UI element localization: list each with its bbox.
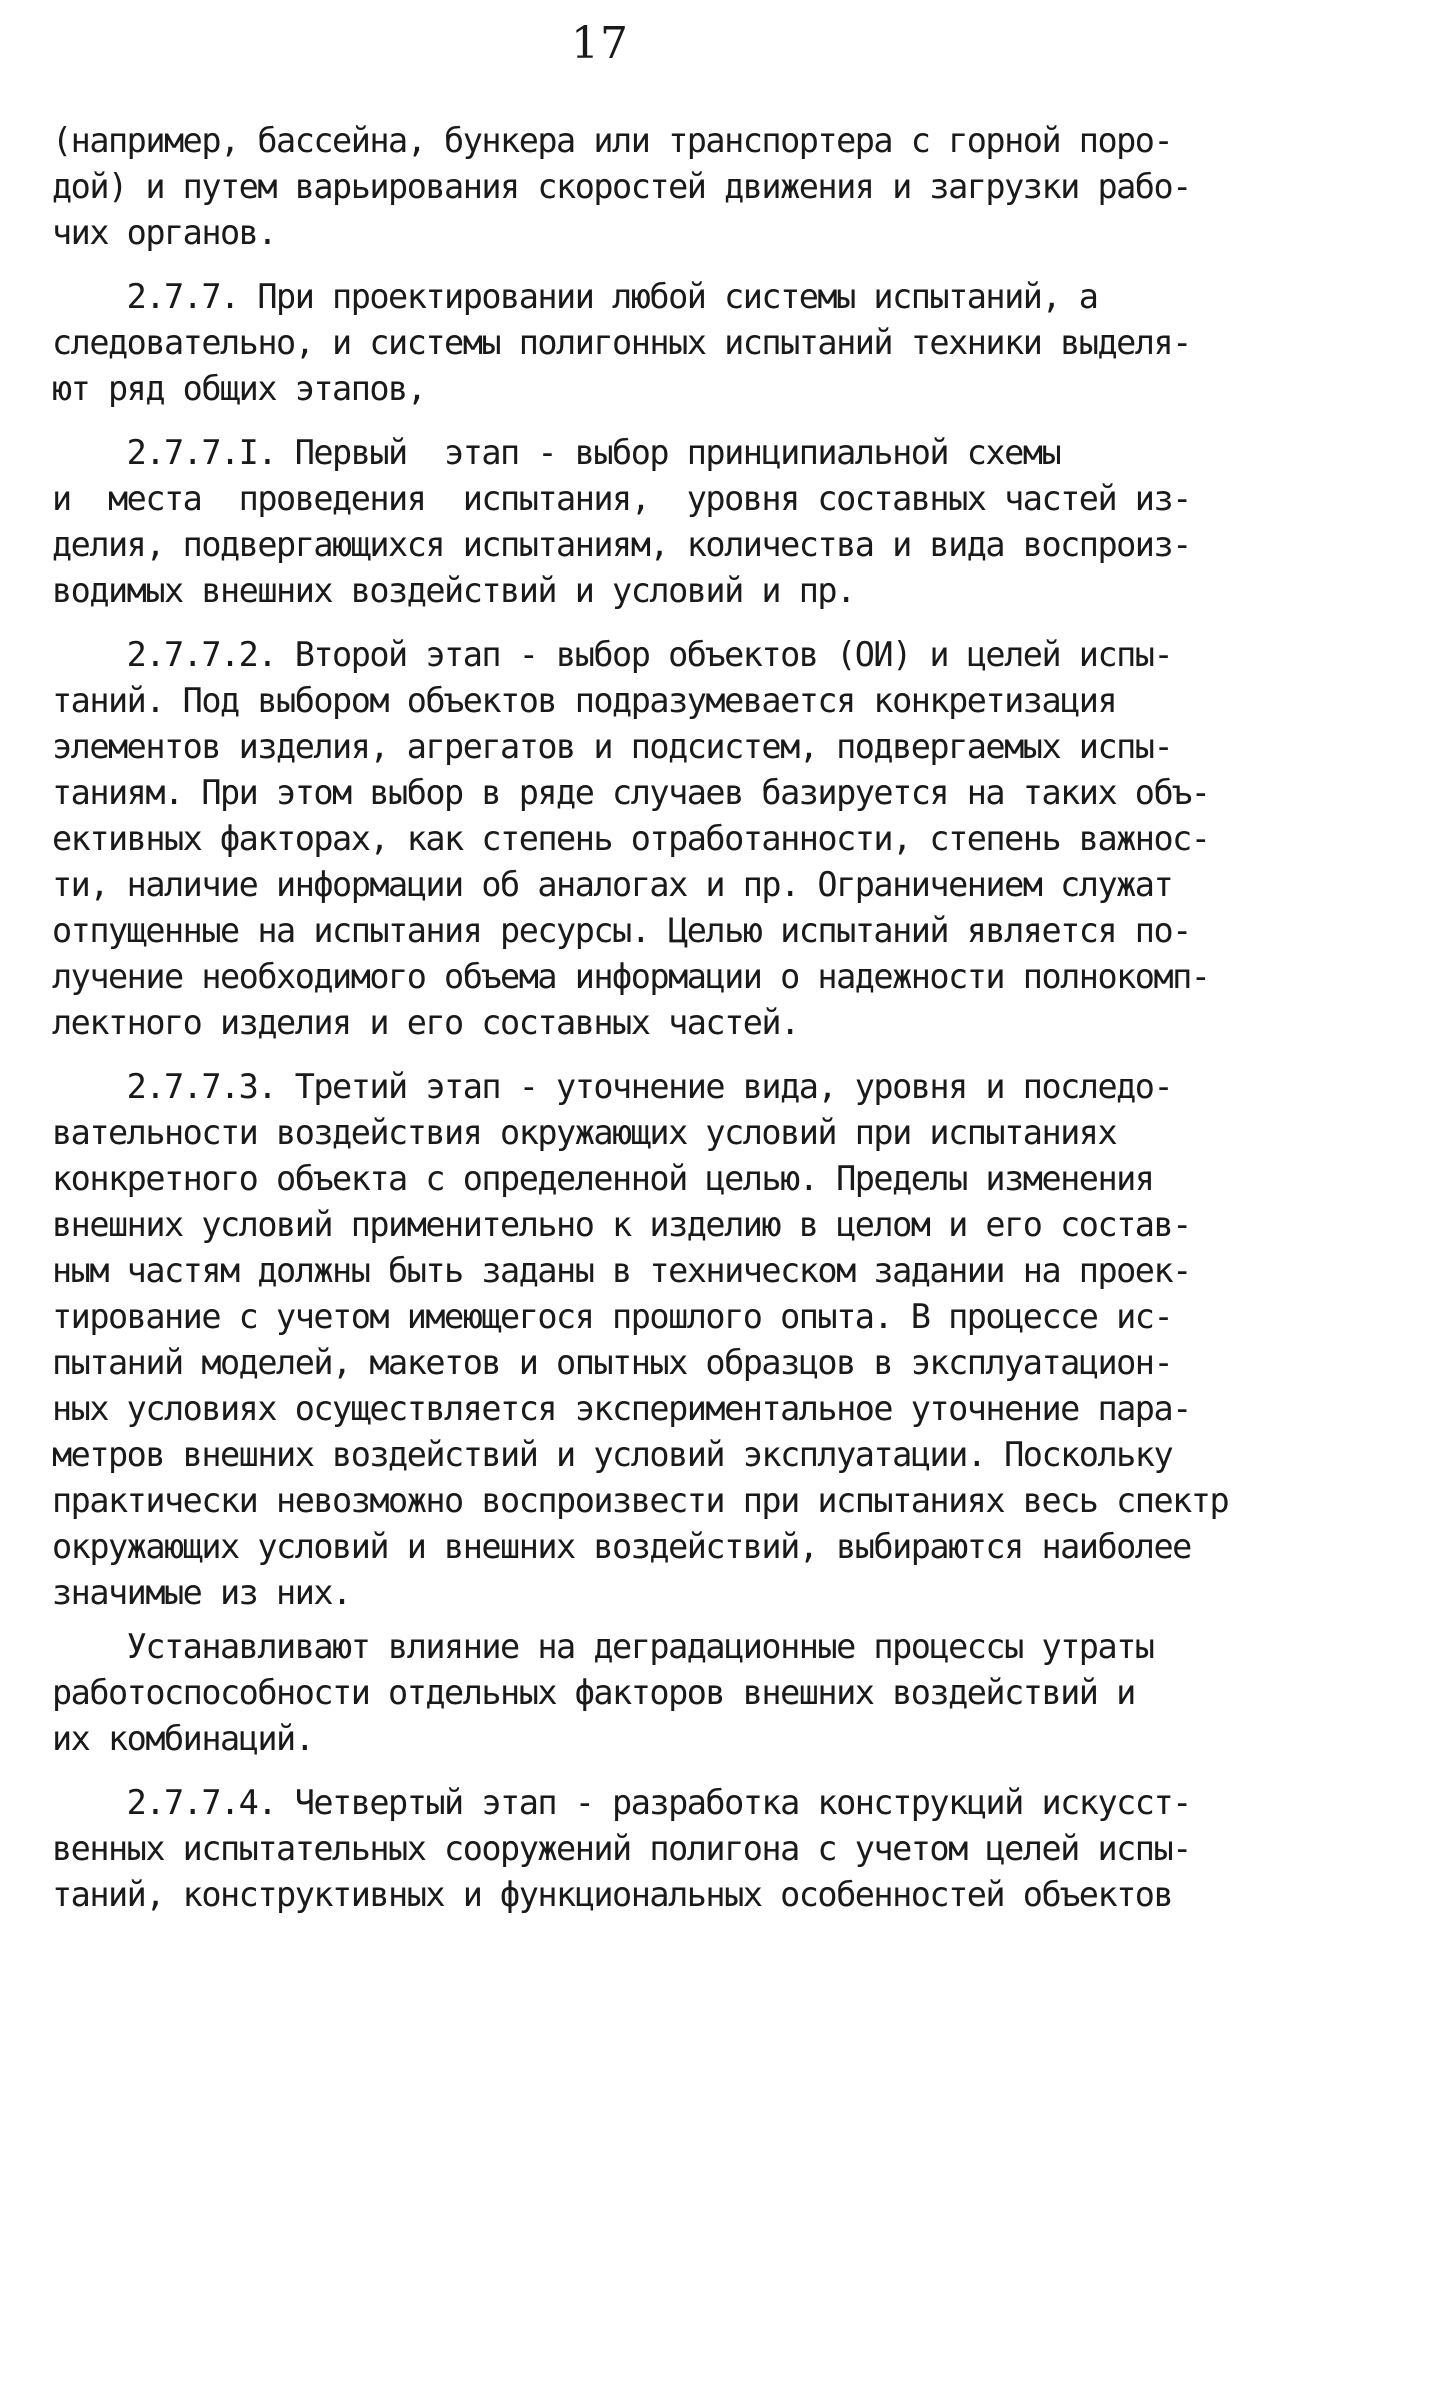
text-line: таниям. При этом выбор в ряде случаев базируется на таких объ- [52,773,1210,812]
text-line: дой) и путем варьирования скоростей движения и загрузки рабо- [52,167,1191,206]
text-line: 2.7.7.4. Четвертый этап - разработка конструкций искусст- [52,1783,1191,1822]
text-line: работоспособности отдельных факторов внешних воздействий и [52,1673,1135,1712]
text-line: делия, подвергающихся испытаниям, количества и вида воспроиз- [52,525,1191,564]
text-line: тирование с учетом имеющегося прошлого опыта. В процессе ис- [52,1297,1173,1336]
text-line: их комбинаций. [52,1719,314,1758]
text-line: практически невозможно воспроизвести при испытаниях весь спектр [52,1481,1229,1520]
body-text [52,118,1282,1918]
text-line: вательности воздействия окружающих условий при испытаниях [52,1113,1117,1152]
text-line: пытаний моделей, макетов и опытных образцов в эксплуатацион- [52,1343,1173,1382]
text-line: внешних условий применительно к изделию в целом и его состав- [52,1205,1191,1244]
page-number: 17 [571,18,629,69]
text-line: ным частям должны быть заданы в техническом задании на проек- [52,1251,1191,1290]
text-line: ют ряд общих этапов, [52,369,426,408]
text-line: следовательно, и системы полигонных испытаний техники выделя- [52,323,1191,362]
text-line: ективных факторах, как степень отработанности, степень важнос- [52,819,1210,858]
text-line: водимых внешних воздействий и условий и пр. [52,571,855,610]
text-line: 2.7.7.I. Первый этап - выбор принципиальной схемы [52,433,1061,472]
text-line: конкретного объекта с определенной целью. Пределы изменения [52,1159,1154,1198]
text-line: лектного изделия и его составных частей. [52,1003,799,1042]
text-line: чих органов. [52,213,277,252]
paragraph-2-7-7-4 [52,1780,1282,1918]
text-line: окружающих условий и внешних воздействий, выбираются наиболее [52,1527,1191,1566]
text-line: Устанавливают влияние на деградационные процессы утраты [52,1627,1154,1666]
text-line: метров внешних воздействий и условий эксплуатации. Поскольку [52,1435,1173,1474]
text-line: отпущенные на испытания ресурсы. Целью испытаний является по- [52,911,1191,950]
paragraph-2-7-7-2 [52,632,1282,1046]
text-line: и места проведения испытания, уровня составных частей из- [52,479,1191,518]
paragraph-2-7-7-1 [52,430,1282,614]
text-line: (например, бассейна, бункера или транспортера с горной поро- [52,121,1173,160]
text-line: элементов изделия, агрегатов и подсистем, подвергаемых испы- [52,727,1173,766]
paragraph-intro-continuation [52,118,1282,256]
text-line: значимые из них. [52,1573,351,1612]
text-line: 2.7.7.2. Второй этап - выбор объектов (ОИ) и целей испы- [52,635,1173,674]
text-line: лучение необходимого объема информации о надежности полнокомп- [52,957,1210,996]
paragraph-2-7-7-3 [52,1064,1282,1616]
paragraph-degradation [52,1624,1282,1762]
text-line: венных испытательных сооружений полигона с учетом целей испы- [52,1829,1191,1868]
paragraph-2-7-7 [52,274,1282,412]
text-line: ных условиях осуществляется экспериментальное уточнение пара- [52,1389,1191,1428]
text-line: 2.7.7. При проектировании любой системы испытаний, а [52,277,1098,316]
text-line: ти, наличие информации об аналогах и пр. Ограничением служат [52,865,1173,904]
text-line: таний. Под выбором объектов подразумевается конкретизация [52,681,1117,720]
text-line: таний, конструктивных и функциональных особенностей объектов [52,1875,1173,1914]
text-line: 2.7.7.3. Третий этап - уточнение вида, уровня и последо- [52,1067,1173,1106]
